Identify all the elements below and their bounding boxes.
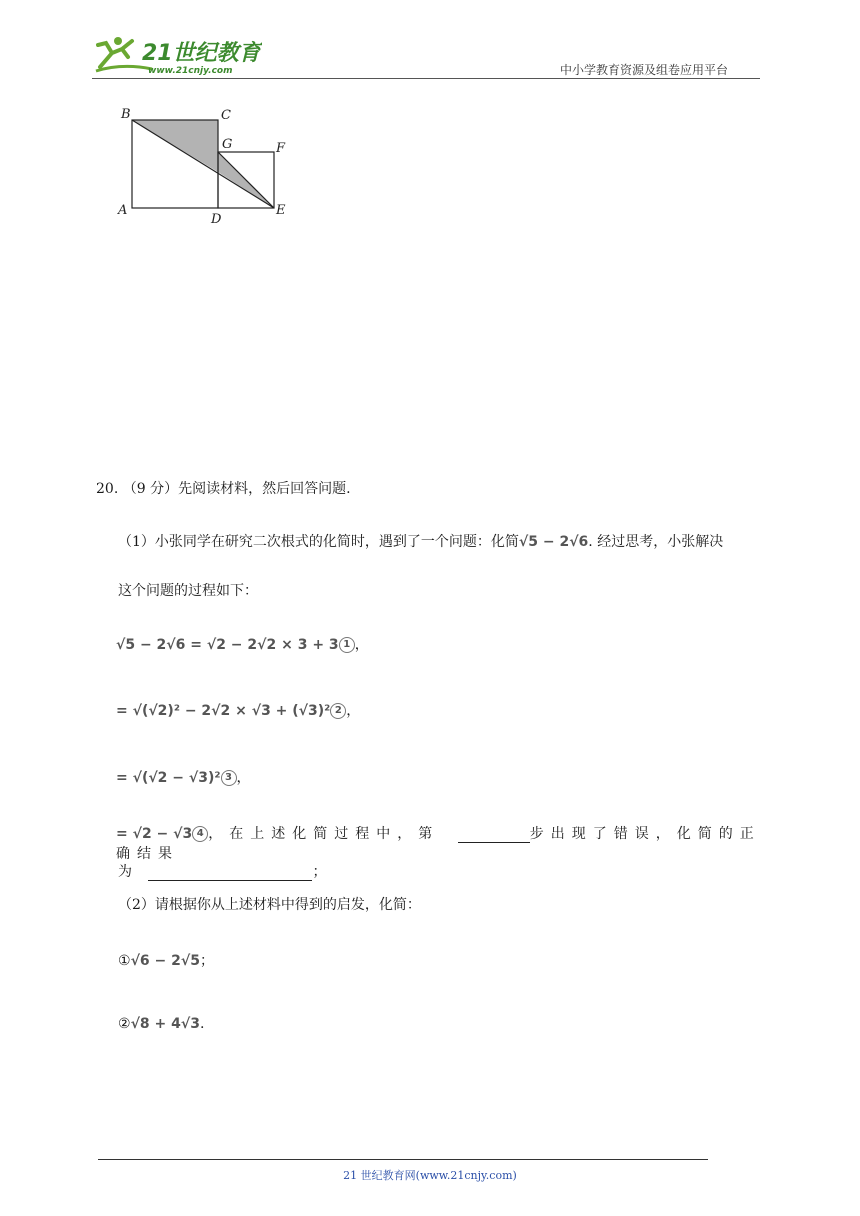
label-e: E	[276, 203, 286, 218]
sub-question-1	[118, 950, 214, 970]
step-2	[116, 700, 360, 720]
step-2-comma: ，	[346, 703, 361, 719]
label-f: F	[276, 141, 286, 156]
question-title: 20. （9 分）先阅读材料，然后回答问题.	[96, 481, 351, 497]
label-d: D	[211, 212, 222, 227]
part1-after-text: . 经过思考，小张解决	[588, 534, 724, 550]
step-4-expr: = √2 − √3	[116, 826, 193, 842]
part1-line2: 这个问题的过程如下：	[118, 583, 258, 599]
sub1-expression: √6 − 2√5	[130, 953, 200, 969]
answer-blank-result[interactable]	[148, 866, 312, 881]
sub1-mark: ①	[118, 953, 131, 969]
line-ge	[218, 152, 274, 208]
sub1-end: ；	[199, 953, 214, 969]
step-3-expr: = √(√2 − √3)²	[116, 770, 221, 786]
step-3-mark: 3	[221, 770, 237, 786]
step-1	[116, 634, 369, 654]
step-2-mark: 2	[330, 703, 346, 719]
logo-text: 21世纪教育	[142, 41, 261, 66]
label-c: C	[221, 108, 231, 123]
geometry-figure	[112, 100, 312, 228]
part1-expression: √5 − 2√6	[518, 534, 589, 550]
step-3-comma: ，	[236, 770, 251, 786]
part1-intro	[118, 531, 723, 551]
header-divider	[92, 78, 760, 79]
footer-divider	[98, 1159, 708, 1160]
sentence-end: ；	[312, 864, 327, 880]
step-4	[116, 823, 764, 863]
label-b: B	[121, 107, 131, 122]
sub2-end: .	[199, 1016, 205, 1032]
step-1-comma: ，	[354, 637, 369, 653]
part2-intro: （2）请根据你从上述材料中得到的启发，化简：	[118, 897, 421, 913]
step-2-expr: = √(√2)² − 2√2 × √3 + (√3)²	[116, 703, 331, 719]
sub2-expression: √8 + 4√3	[130, 1016, 200, 1032]
sub2-mark: ②	[118, 1016, 131, 1032]
answer-blank-step[interactable]	[458, 828, 530, 843]
logo-url: www.21cnjy.com	[148, 66, 233, 76]
sentence-a: ，在上述化简过程中，第	[208, 826, 440, 842]
sentence-b: 步出现了错误，化简的正确结果	[116, 826, 761, 862]
step-1-expr: √5 − 2√6 = √2 − 2√2 × 3 + 3	[116, 637, 339, 653]
site-name: 中小学教育资源及组卷应用平台	[560, 63, 729, 77]
footer-link[interactable]: 21 世纪教育网(www.21cnjy.com)	[343, 1169, 517, 1182]
step-3	[116, 767, 251, 787]
step-4-mark: 4	[192, 826, 208, 842]
result-line	[118, 861, 326, 881]
label-a: A	[118, 203, 128, 218]
part1-intro-text: （1）小张同学在研究二次根式的化简时，遇到了一个问题：化简	[118, 534, 519, 550]
step-1-mark: 1	[339, 637, 355, 653]
site-logo	[92, 33, 262, 77]
label-g: G	[222, 137, 233, 152]
sentence-c: 为	[118, 864, 132, 880]
sub-question-2	[118, 1016, 204, 1032]
